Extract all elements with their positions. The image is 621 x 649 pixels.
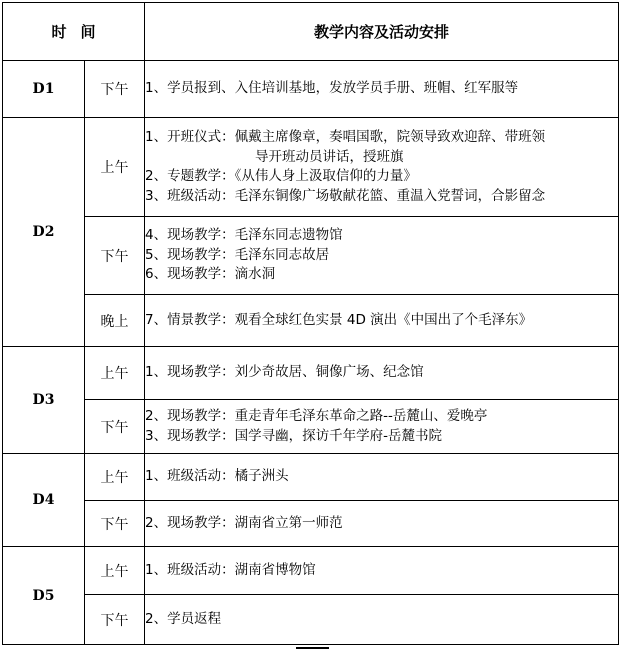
- day-label: D5: [3, 547, 85, 645]
- session-content: [145, 217, 619, 295]
- period-label: 上午: [85, 547, 145, 595]
- table-row: [3, 501, 619, 547]
- period-label: 下午: [85, 400, 145, 454]
- content-line: 2、专题教学：《从伟人身上汲取信仰的力量》: [145, 168, 417, 184]
- header-time: 时间: [3, 3, 145, 61]
- content-line: 1、班级活动：橘子洲头: [145, 468, 289, 485]
- period-label: 下午: [85, 217, 145, 295]
- period-label: 晚上: [85, 295, 145, 347]
- content-line: 1、学员报到、入住培训基地，发放学员手册、班帽、红军服等: [145, 80, 519, 97]
- table-row: [3, 400, 619, 454]
- header-row: [3, 3, 619, 61]
- session-content: [145, 295, 619, 347]
- day-label: D2: [3, 118, 85, 347]
- content-line: 3、班级活动：毛泽东铜像广场敬献花篮、重温入党誓词，合影留念: [145, 187, 546, 204]
- header-content: 教学内容及活动安排: [145, 3, 619, 61]
- period-label: 下午: [85, 61, 145, 118]
- table-row: [3, 547, 619, 595]
- content-line: 1、现场教学：刘少奇故居、铜像广场、纪念馆: [145, 364, 424, 381]
- day-label: D1: [3, 61, 85, 118]
- session-content: [145, 400, 619, 454]
- session-content: [145, 454, 619, 501]
- period-label: 上午: [85, 454, 145, 501]
- session-content: [145, 118, 619, 217]
- content-line: 1、开班仪式：佩戴主席像章，奏唱国歌，院领导致欢迎辞、带班领: [145, 129, 546, 145]
- table-row: [3, 61, 619, 118]
- content-line: 4、现场教学：毛泽东同志遗物馆: [145, 227, 343, 244]
- session-content: [145, 61, 619, 118]
- day-label: D3: [3, 347, 85, 454]
- period-label: 上午: [85, 347, 145, 400]
- table-row: [3, 454, 619, 501]
- table-row: [3, 595, 619, 645]
- content-line: 导开班动员讲话，授班旗: [255, 148, 404, 165]
- table-row: [3, 217, 619, 295]
- table-row: [3, 118, 619, 217]
- session-content: [145, 501, 619, 547]
- period-label: 下午: [85, 595, 145, 645]
- content-line: 2、现场教学：重走青年毛泽东革命之路--岳麓山、爱晚亭: [145, 408, 488, 424]
- table-row: [3, 295, 619, 347]
- table-row: [3, 347, 619, 400]
- content-line: 2、现场教学：湖南省立第一师范: [145, 514, 343, 531]
- schedule-table: [2, 2, 619, 645]
- day-label: D4: [3, 454, 85, 547]
- content-line: 1、班级活动：湖南省博物馆: [145, 561, 316, 578]
- period-label: 上午: [85, 118, 145, 217]
- session-content: [145, 595, 619, 645]
- period-label: 下午: [85, 501, 145, 547]
- content-line: 7、情景教学：观看全球红色实景 4D 演出《中国出了个毛泽东》: [145, 311, 533, 328]
- content-line: 5、现场教学：毛泽东同志故居: [145, 246, 330, 263]
- content-line: 2、学员返程: [145, 610, 222, 627]
- session-content: [145, 547, 619, 595]
- content-line: 6、现场教学：滴水洞: [145, 266, 276, 283]
- content-line: 3、现场教学：国学寻幽，探访千年学府-岳麓书院: [145, 427, 442, 444]
- session-content: [145, 347, 619, 400]
